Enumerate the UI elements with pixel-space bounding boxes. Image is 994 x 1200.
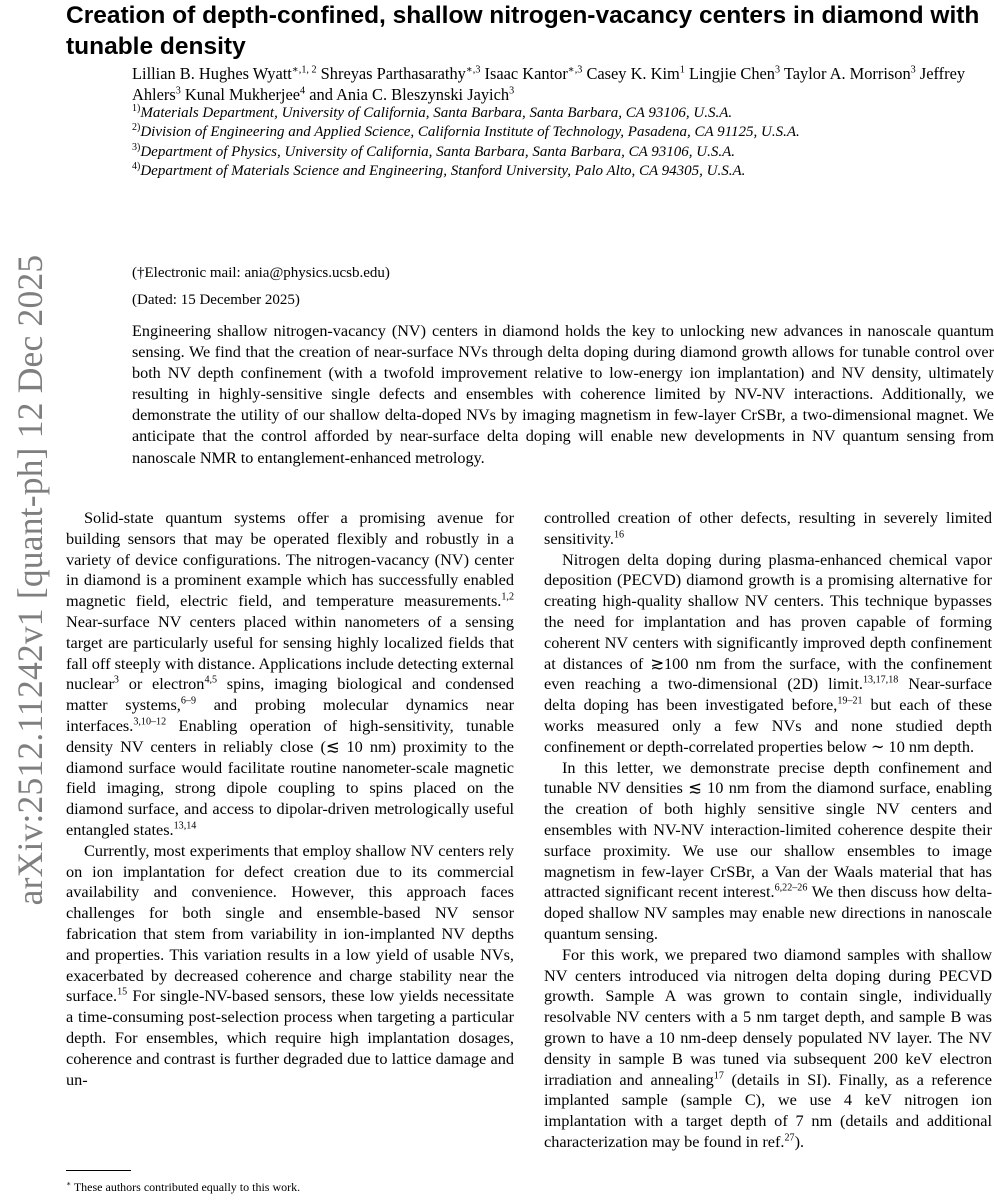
affiliation: [132, 104, 872, 123]
text-run: but each of these works measured only a few NVs and none studied depth confinement or depth-correlated properties below ∼ 10 nm depth.: [544, 695, 992, 756]
affiliation-text: Materials Department, University of California, Santa Barbara, Santa Barbara, CA 93106, U.S.A.: [140, 105, 733, 121]
text-run: Near-surface delta doping has been investigated before,: [544, 674, 992, 715]
text-run: For this work, we prepared two diamond samples with shallow NV centers introduced via nitrogen delta doping during PECVD growth. Sample A was grown to contain single, individually resolvable NV centers with a 5 nm target depth, and sample B was grown to have a 10 nm-deep densely populated NV layer. The NV density in sample B was tuned via subsequent 200 keV electron irradiation and annealing: [544, 944, 992, 1089]
affiliation: [132, 162, 872, 181]
text-run: or electron: [118, 674, 205, 694]
text-run: For single-NV-based sensors, these low yields necessitate a time-consuming post-selection process when targeting a particular depth. For ensembles, which require high implantation dosages, coherence and contrast is further degraded due to lattice damage and un-: [66, 986, 514, 1089]
author-name: Lingjie Chen: [688, 64, 775, 83]
citation: 4,5: [204, 674, 218, 686]
author-affiliation-mark: 1: [679, 64, 685, 76]
citation: 19–21: [837, 695, 863, 707]
body-paragraph: [66, 508, 514, 841]
affiliation-number: 4): [132, 161, 141, 173]
citation: 6,22–26: [774, 882, 808, 894]
author-name: and Ania C. Bleszynski Jayich: [309, 84, 510, 104]
left-column: [66, 508, 514, 1090]
citation: 13,17,18: [862, 674, 899, 686]
citation: 3,10–12: [133, 716, 167, 728]
arxiv-sidebar: [0, 0, 60, 1200]
affiliation-text: Department of Physics, University of California, Santa Barbara, Santa Barbara, CA 93106, U.S.A.: [140, 143, 736, 160]
affiliation-list: [132, 104, 872, 182]
author-name: Jeffrey Ahlers: [132, 64, 966, 104]
arxiv-identifier: arXiv:2512.11242v1 [quant-ph] 12 Dec 2025: [10, 254, 50, 906]
corresponding-email: (†Electronic mail: ania@physics.ucsb.edu): [132, 265, 390, 281]
footnote-text: These authors contributed equally to this work.: [71, 1180, 301, 1194]
text-run: ).: [794, 1131, 805, 1151]
text-run: and probing molecular dynamics near interfaces.: [66, 695, 515, 735]
date-line: (Dated: 15 December 2025): [132, 292, 300, 308]
author-list: [132, 64, 990, 105]
body-paragraph: [544, 758, 992, 945]
text-run: Currently, most experiments that employ shallow NV centers rely on ion implantation for defect creation due to its commercial availability and convenience. However, this approach faces challenges for both single and ensemble-based NV sensor fabrication that stem from variability in ion-implanted NV depths and properties. This variation results in a low yield of usable NVs, exacerbated by decreased coherence and charge stability near the surface.: [66, 840, 514, 1006]
citation: 1,2: [501, 591, 514, 603]
author-name: Casey K. Kim: [586, 64, 680, 83]
author-name: Taylor A. Morrison: [783, 64, 911, 83]
body-paragraph: [544, 508, 992, 550]
author-affiliation-mark: 4: [300, 85, 306, 97]
citation: 16: [613, 529, 625, 541]
footnote-rule: [66, 1170, 131, 1171]
author-affiliation-mark: 3: [509, 85, 515, 97]
author-affiliation-mark: 3: [775, 64, 781, 76]
author-name: Isaac Kantor: [484, 64, 568, 83]
text-run: spins, imaging biological and condensed matter systems,: [66, 674, 515, 715]
body-paragraph: [544, 550, 992, 758]
text-run: Enabling operation of high-sensitivity, tunable density NV centers in reliably close (≲ 10 nm) proximity to the diamond surface would facilitate routine nanometer-scale magnetic field imaging, strong dipole coupling to spins placed on the diamond surface, and access to dipolar-driven metrologically useful entangled states.: [66, 715, 514, 839]
text-run: We then discuss how delta-doped shallow NV samples may enable new directions in nanoscale quantum sensing.: [544, 882, 993, 943]
text-run: Solid-state quantum systems offer a promising avenue for building sensors that may be operated flexibly and robustly in a variety of device configurations. The nitrogen-vacancy (NV) center in diamond is a prominent example which has successfully enabled magnetic field, electric field, and temperature measurements.: [66, 508, 514, 611]
affiliation-number: 1): [132, 103, 141, 114]
author-name: Kunal Mukherjee: [184, 84, 301, 104]
author-affiliation-mark: ∗,1, 2: [291, 64, 317, 76]
affiliation: [132, 143, 872, 162]
paper-title: Creation of depth-confined, shallow nitrogen-vacancy centers in diamond with tunable density: [66, 2, 980, 60]
abstract: Engineering shallow nitrogen-vacancy (NV) centers in diamond holds the key to unlocking new advances in nanoscale quantum sensing. We find that the creation of near-surface NVs through delta doping during diamond growth allows for tunable control over both NV depth confinement (with a twofold improvement relative to low-energy ion implantation) and NV density, ultimately resulting in highly-sensitive single defects and ensembles with coherence limited by NV-NV interactions. Additionally, we demonstrate the utility of our shallow delta-doped NVs by imaging magnetism in few-layer CrSBr, a two-dimensional magnet. We anticipate that the control afforded by near-surface delta doping will enable new developments in NV quantum sensing from nanoscale NMR to entanglement-enhanced metrology.: [132, 322, 994, 467]
citation: 13,14: [173, 820, 197, 832]
author-name: Lillian B. Hughes Wyatt: [132, 64, 292, 83]
citation: 27: [784, 1132, 795, 1144]
body-paragraph: [66, 841, 514, 1091]
citation: 17: [713, 1070, 724, 1082]
affiliation-text: Department of Materials Science and Engineering, Stanford University, Palo Alto, CA 94305, U.S.A.: [140, 163, 746, 180]
footnote-mark: ∗: [66, 1179, 72, 1188]
text-run: In this letter, we demonstrate precise depth confinement and tunable NV densities ≲ 10 nm from the diamond surface, enabling the creation of both highly sensitive single NV centers and ensembles with NV-NV interaction-limited coherence despite their surface proximity. We use our shallow ensembles to image magnetism in few-layer CrSBr, a Van der Waals material that has attracted significant recent interest.: [544, 757, 992, 902]
text-run: controlled creation of other defects, resulting in severely limited sensitivity.: [544, 508, 992, 548]
author-affiliation-mark: ∗,3: [465, 64, 481, 76]
citation: 3: [113, 674, 119, 686]
citation: 15: [117, 986, 128, 998]
affiliation: [132, 123, 872, 142]
affiliation-number: 2): [132, 122, 141, 134]
citation: 6–9: [180, 695, 197, 707]
author-affiliation-mark: 3: [910, 64, 916, 76]
text-run: Nitrogen delta doping during plasma-enhanced chemical vapor deposition (PECVD) diamond growth is a promising alternative for creating high-quality shallow NV centers. This technique bypasses the need for implantation and has proven capable of forming coherent NV centers with significantly improved depth confinement at distances of ≳100 nm from the surface, with the confinement even reaching a two-dimensional (2D) limit.: [544, 549, 992, 694]
author-affiliation-mark: 3: [175, 85, 181, 97]
text-run: (details in SI). Finally, as a reference implanted sample (sample C), we use 4 keV nitrogen ion implantation with a target depth of 7 nm (details and additional characterization may be found in ref.: [544, 1069, 992, 1151]
author-affiliation-mark: ∗,3: [567, 64, 583, 76]
right-column: [544, 508, 992, 1153]
body-paragraph: [544, 945, 992, 1153]
footnote: [66, 1180, 300, 1195]
author-name: Shreyas Parthasarathy: [320, 64, 466, 83]
text-run: Near-surface NV centers placed within nanometers of a sensing target are particularly useful for sensing highly localized fields that fall off steeply with distance. Applications include detecting external nuclear: [66, 611, 514, 694]
affiliation-text: Division of Engineering and Applied Science, California Institute of Technology, Pasadena, CA 91125, U.S.A.: [140, 124, 800, 141]
affiliation-number: 3): [132, 141, 141, 153]
